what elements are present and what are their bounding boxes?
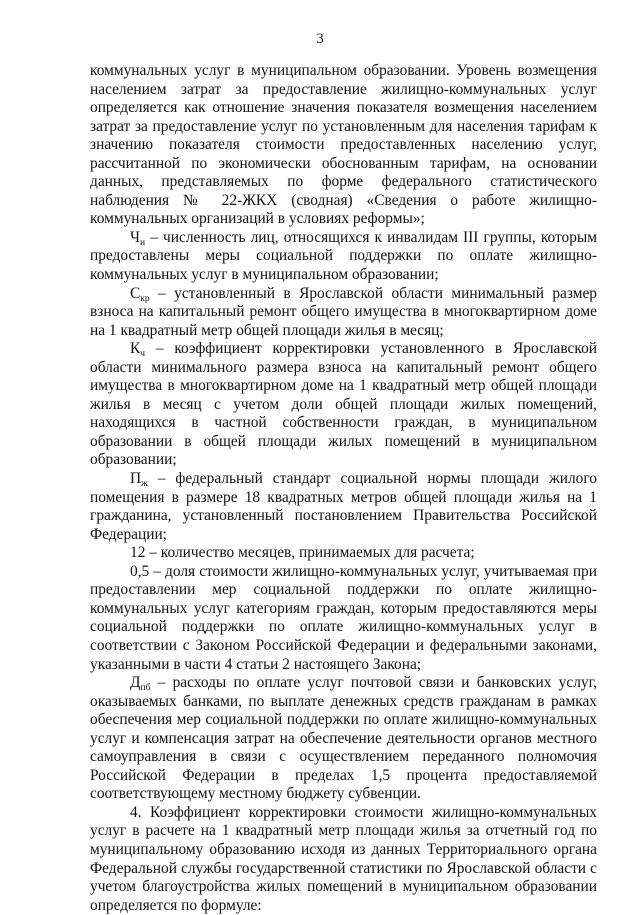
paragraph-share: 0,5 – доля стоимости жилищно-коммунальных услуг, учитываемая при предоставлении мер социальной поддержки по оплате жилищно-коммунальных услуг категориям граждан, которым предоставляются меры социальной поддержки по оплате жилищно-коммунальных услуг в соответствии с Законом Российской Федерации и федеральными законами, указанными в части 4 статьи 2 настоящего Закона; [90,562,597,673]
formula-symbol-ch-i: $Ч_и$ [130,228,146,248]
paragraph-definition-k-ch: $К_ч$ – коэффициент корректировки установленного в Ярославской области минимального размера взноса на капитальный ремонт общего имущества в многоквартирном доме на 1 квадратный метр общей площади жилья в месяц с учетом доли общей площади жилых помещений, находящихся в частной собственности граждан, в муниципальном образовании в общей площади жилых помещений в муниципальном образовании; [90,340,597,469]
page-number: 3 [316,31,324,47]
paragraph-continuation: коммунальных услуг в муниципальном образовании. Уровень возмещения населением затрат за предоставление жилищно-коммунальных услуг определяется как отношение значения показателя возмещения населением затрат за предоставление услуг по установленным для населения тарифам к значению показателя стоимости предоставленных населению услуг, рассчитанной по экономически обоснованным тарифам, на основании данных, представляемых по форме федерального статистического наблюдения № 22-ЖКХ (сводная) «Сведения о работе жилищно-коммунальных организаций в условиях реформы»; [90,62,597,228]
document-body [90,62,597,915]
paragraph-section-4: 4. Коэффициент корректировки стоимости жилищно-коммунальных услуг в расчете на 1 квадратный метр площади жилья за отчетный год по муниципальному образованию исходя из данных Территориального органа Федеральной службы государственной статистики по Ярославской области с учетом благоустройства жилых помещений в муниципальном образовании определяется по формуле: [90,803,597,914]
paragraph-definition-ch-i: $Ч_и$ – численность лиц, относящихся к инвалидам III группы, которым предоставлены меры социальной поддержки по оплате жилищно-коммунальных услуг в муниципальном образовании; [90,228,597,284]
paragraph-definition-p-zh: $П_ж$ – федеральный стандарт социальной нормы площади жилого помещения в размере 18 квадратных метров общей площади жилья на 1 гражданина, установленный постановлением Правительства Российской Федерации; [90,470,597,543]
formula-symbol-k-ch: $К_ч$ [130,340,146,360]
formula-symbol-s-kr: $С_{кр}$ [130,284,150,304]
paragraph-months: 12 – количество месяцев, принимаемых для расчета; [130,544,475,562]
paragraph-definition-d-pb: $Д_{пб}$ – расходы по оплате услуг почтовой связи и банковских услуг, оказываемых банками, по выплате денежных средств гражданам в рамках обеспечения мер социальной поддержки по оплате жилищно-коммунальных услуг и компенсация затрат на обеспечение деятельности органов местного самоуправления в связи с осуществлением переданного полномочия Российской Федерации в пределах 1,5 процента предоставляемой соответствующему местному бюджету субвенции. [90,674,597,803]
formula-symbol-p-zh: $П_ж$ [130,470,148,490]
paragraph-definition-s-kr: $С_{кр}$ – установленный в Ярославской области минимальный размер взноса на капитальный ремонт общего имущества в многоквартирном доме на 1 квадратный метр общей площади жилья в месяц; [90,284,597,339]
formula-symbol-d-pb: $Д_{пб}$ [130,674,151,694]
